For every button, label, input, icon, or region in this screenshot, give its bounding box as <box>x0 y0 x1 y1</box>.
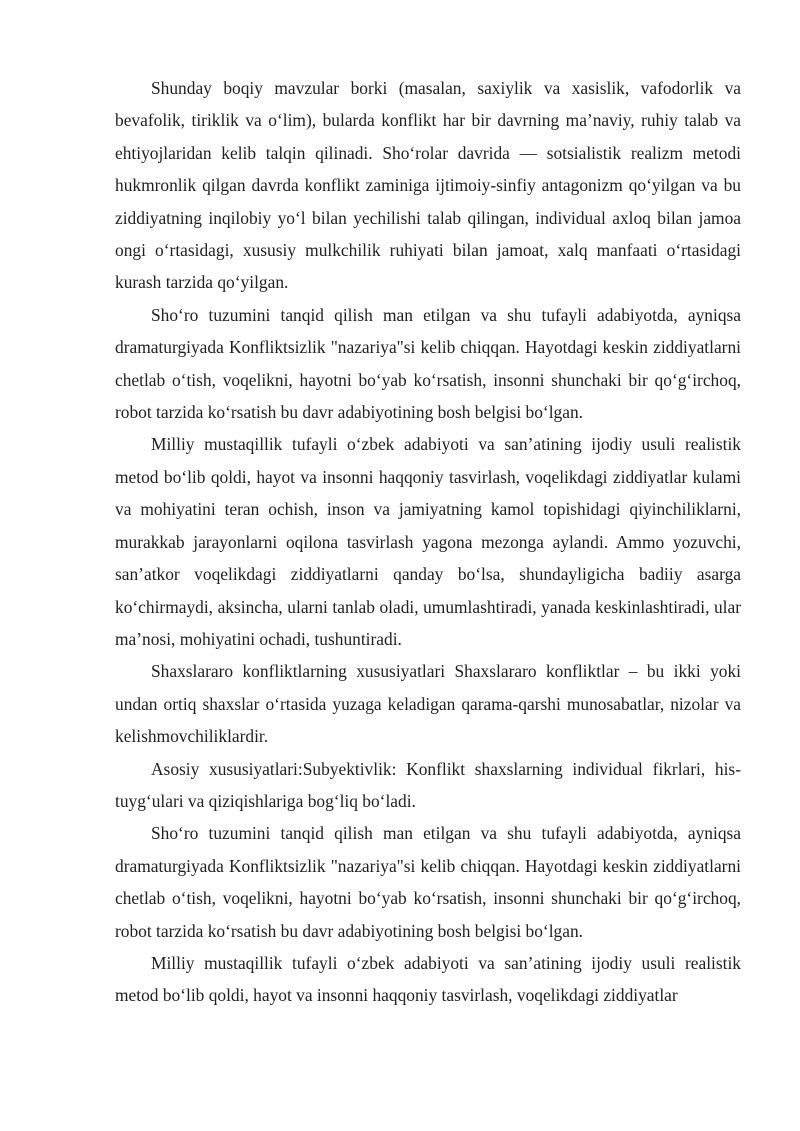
paragraph-1: Shunday boqiy mavzular borki (masalan, saxiylik va xasislik, vafodorlik va bevafolik, tiriklik va o‘lim), bularda konflikt har bir davrning ma’naviy, ruhiy talab va ehtiyojlaridan kelib talqin qilinadi. Sho‘rolar davrida — sotsialistik realizm metodi hukmronlik qilgan davrda konflikt zaminiga ijtimoiy-sinfiy antagonizm qo‘yilgan va bu ziddiyatning inqilobiy yo‘l bilan yechilishi talab qilingan, individual axloq bilan jamoa ongi o‘rtasidagi, xususiy mulkchilik ruhiyati bilan jamoat, xalq manfaati o‘rtasidagi kurash tarzida qo‘yilgan. <box>115 78 741 293</box>
paragraph-7: Milliy mustaqillik tufayli o‘zbek adabiyoti va san’atining ijodiy usuli realistik metod bo‘lib qoldi, hayot va insonni haqqoniy tasvirlash, voqelikdagi ziddiyatlar <box>115 952 741 1006</box>
paragraph-4: Shaxslararo konfliktlarning xususiyatlari Shaxslararo konfliktlar – bu ikki yoki undan ortiq shaxslar o‘rtasida yuzaga keladigan qarama-qarshi munosabatlar, nizolar va kelishmovchiliklardir. <box>115 661 741 747</box>
paragraph-6: Sho‘ro tuzumini tanqid qilish man etilgan va shu tufayli adabiyotda, ayniqsa dramaturgiyada Konfliktsizlik "nazariya"si kelib chiqqan. Hayotdagi keskin ziddiyatlarni chetlab o‘tish, voqelikni, hayotni bo‘yab ko‘rsatish, insonni shunchaki bir qo‘g‘irchoq, robot tarzida ko‘rsatish bu davr adabiyotining bosh belgisi bo‘lgan. <box>115 823 741 941</box>
paragraph-2: Sho‘ro tuzumini tanqid qilish man etilgan va shu tufayli adabiyotda, ayniqsa dramaturgiyada Konfliktsizlik "nazariya"si kelib chiqqan. Hayotdagi keskin ziddiyatlarni chetlab o‘tish, voqelikni, hayotni bo‘yab ko‘rsatish, insonni shunchaki bir qo‘g‘irchoq, robot tarzida ko‘rsatish bu davr adabiyotining bosh belgisi bo‘lgan. <box>115 304 741 423</box>
paragraph-3: Milliy mustaqillik tufayli o‘zbek adabiyoti va san’atining ijodiy usuli realistik metod bo‘lib qoldi, hayot va insonni haqqoniy tasvirlash, voqelikdagi ziddiyatlar kulami va mohiyatini teran ochish, inson va jamiyatning kamol topishidagi qiyinchiliklarni, murakkab jarayonlarni oqilona tasvirlash yagona mezonga aylandi. Ammo yozuvchi, san’atkor voqelikdagi ziddiyatlarni qanday bo‘lsa, shundayligicha badiiy asarga ko‘chirmaydi, aksincha, ularni tanlab oladi, umumlashtiradi, yanada keskinlashtiradi, ular ma’nosi, mohiyatini ochadi, tushuntiradi. <box>115 434 741 649</box>
paragraph-5: Asosiy xususiyatlari:Subyektivlik: Konflikt shaxslarning individual fikrlari, his-tuyg‘ulari va qiziqishlariga bog‘liq bo‘ladi. <box>115 758 741 811</box>
document-body <box>115 72 741 1012</box>
